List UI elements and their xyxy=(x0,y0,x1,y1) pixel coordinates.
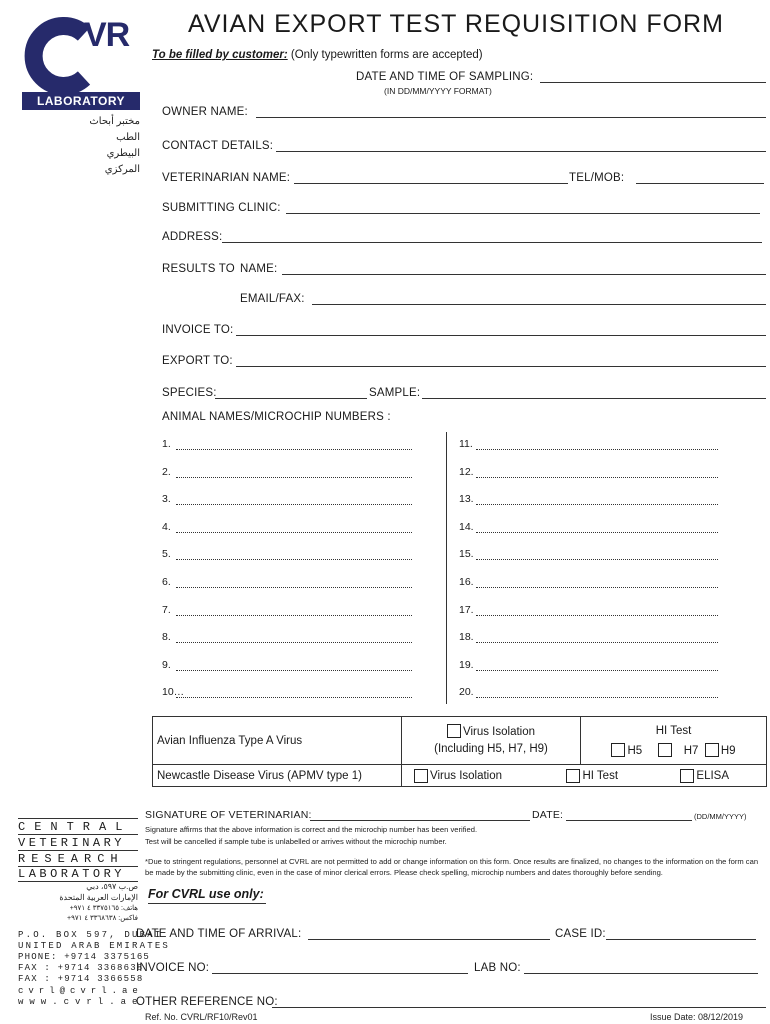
nd-elisa-label: ELISA xyxy=(696,769,730,782)
address-label: ADDRESS: xyxy=(162,231,223,243)
animal-entry-field[interactable] xyxy=(476,697,718,698)
animal-number-label: 12. xyxy=(459,466,474,478)
ai-label: Avian Influenza Type A Virus xyxy=(153,717,402,765)
org-word: LABORATORY xyxy=(18,867,126,881)
affirm-text-1: Signature affirms that the above information is correct and the microchip number has been verified. xyxy=(145,825,478,834)
other-ref-field[interactable] xyxy=(272,1007,766,1008)
form-subtitle xyxy=(152,49,483,61)
date-sampling-field[interactable] xyxy=(540,82,766,83)
animal-entry-field[interactable] xyxy=(176,504,412,505)
species-field[interactable] xyxy=(215,398,367,399)
animal-entry-field[interactable] xyxy=(476,642,718,643)
submitting-clinic-field[interactable] xyxy=(286,213,760,214)
animal-entry-field[interactable] xyxy=(176,587,412,588)
signature-date-hint: (DD/MM/YYYY) xyxy=(694,812,747,821)
regulation-note: *Due to stringent regulations, personnel at CVRL are not permitted to add or change information on this form. Once results are finalized, no changes to the information on the form can be made by the submitting clinic, even in the case of minor clerical errors. Please check spelling, microchip numbers and dates thoroughly before sending. xyxy=(145,857,759,877)
vet-name-label: VETERINARIAN NAME: xyxy=(162,172,291,184)
logo-arabic-line: مختبر أبحاث xyxy=(89,116,140,127)
contact-details-label: CONTACT DETAILS: xyxy=(162,140,274,152)
affirm-text-2: Test will be cancelled if sample tube is unlabelled or arrives without the microchip number. xyxy=(145,837,447,846)
ref-no: Ref. No. CVRL/RF10/Rev01 xyxy=(145,1012,258,1022)
tel-mob-field[interactable] xyxy=(636,183,764,184)
animal-number-label: 13. xyxy=(459,493,474,505)
org-fax: FAX : +9714 3368638 xyxy=(18,963,144,973)
animal-number-label: 4. xyxy=(162,521,171,533)
tests-table xyxy=(152,716,767,787)
animal-entry-field[interactable] xyxy=(476,559,718,560)
animal-number-label: 8. xyxy=(162,631,171,643)
lab-no-field[interactable] xyxy=(524,973,758,974)
nd-options-cell xyxy=(402,765,767,787)
logo-arabic-line: المركزي xyxy=(104,164,140,175)
sample-label: SAMPLE: xyxy=(369,387,421,399)
org-address: UNITED ARAB EMIRATES xyxy=(18,941,171,951)
other-ref-label: OTHER REFERENCE NO: xyxy=(136,996,278,1008)
animal-number-label: 20. xyxy=(459,686,474,698)
logo-arabic-line: الطب xyxy=(116,132,140,143)
h9-label: H9 xyxy=(720,744,736,757)
animal-number-label: 10… xyxy=(162,686,185,698)
cvrl-use-underline xyxy=(148,903,266,904)
animal-entry-field[interactable] xyxy=(476,587,718,588)
org-rule xyxy=(18,834,138,835)
email-fax-field[interactable] xyxy=(312,304,766,305)
invoice-to-field[interactable] xyxy=(236,335,766,336)
subtitle-bold: To be filled by customer: xyxy=(152,49,288,61)
animal-number-label: 18. xyxy=(459,631,474,643)
results-to-label: RESULTS TO xyxy=(162,263,235,275)
owner-name-field[interactable] xyxy=(256,117,766,118)
animal-number-label: 3. xyxy=(162,493,171,505)
animal-entry-field[interactable] xyxy=(176,532,412,533)
logo-vr-text: VR xyxy=(84,16,130,54)
org-email: cvrl@cvrl.ae xyxy=(18,986,143,996)
animal-entry-field[interactable] xyxy=(176,559,412,560)
table-row xyxy=(153,717,767,765)
tel-mob-label: TEL/MOB: xyxy=(569,172,625,184)
animal-number-label: 5. xyxy=(162,548,171,560)
nd-label: Newcastle Disease Virus (APMV type 1) xyxy=(153,765,402,787)
animal-number-label: 16. xyxy=(459,576,474,588)
sample-field[interactable] xyxy=(422,398,766,399)
email-fax-label: EMAIL/FAX: xyxy=(240,293,305,305)
ai-hi-test-cell xyxy=(581,717,767,765)
ai-virus-isolation-cell xyxy=(402,717,581,765)
h5-checkbox[interactable] xyxy=(611,743,625,757)
animal-entry-field[interactable] xyxy=(476,449,718,450)
animal-entry-field[interactable] xyxy=(176,477,412,478)
org-word: RESEARCH xyxy=(18,852,124,866)
ai-including-label: (Including H5, H7, H9) xyxy=(434,742,548,755)
signature-label: SIGNATURE OF VETERINARIAN: xyxy=(145,809,312,821)
animal-number-label: 7. xyxy=(162,604,171,616)
ai-virus-isolation-checkbox[interactable] xyxy=(447,724,461,738)
org-address: P.O. BOX 597, DUBAI xyxy=(18,930,163,940)
results-name-label: NAME: xyxy=(240,263,278,275)
cvrl-use-heading: For CVRL use only: xyxy=(148,887,264,901)
arrival-label: DATE AND TIME OF ARRIVAL: xyxy=(136,928,302,940)
nd-hi-test-label: HI Test xyxy=(582,769,619,782)
org-phone: PHONE: +9714 3375165 xyxy=(18,952,151,962)
subtitle-rest: (Only typewritten forms are accepted) xyxy=(287,49,483,61)
animal-list-divider xyxy=(446,432,447,704)
animal-number-label: 14. xyxy=(459,521,474,533)
h7-checkbox[interactable] xyxy=(658,743,672,757)
org-word: VETERINARY xyxy=(18,836,126,850)
org-rule xyxy=(18,850,138,851)
nd-virus-isolation-checkbox[interactable] xyxy=(414,769,428,783)
animal-number-label: 9. xyxy=(162,659,171,671)
export-to-field[interactable] xyxy=(236,366,766,367)
h9-checkbox[interactable] xyxy=(705,743,719,757)
date-format-hint: (IN DD/MM/YYYY FORMAT) xyxy=(384,86,492,96)
animal-number-label: 2. xyxy=(162,466,171,478)
address-field[interactable] xyxy=(222,242,762,243)
form-title: AVIAN EXPORT TEST REQUISITION FORM xyxy=(188,10,724,38)
animal-number-label: 6. xyxy=(162,576,171,588)
owner-name-label: OWNER NAME: xyxy=(162,106,248,118)
case-id-field[interactable] xyxy=(606,939,756,940)
case-id-label: CASE ID: xyxy=(555,928,606,940)
export-to-label: EXPORT TO: xyxy=(162,355,233,367)
ai-hi-test-label: HI Test xyxy=(655,724,692,737)
arrival-field[interactable] xyxy=(308,939,550,940)
animal-number-label: 1. xyxy=(162,438,171,450)
date-sampling-label: DATE AND TIME OF SAMPLING: xyxy=(356,71,534,83)
signature-date-field[interactable] xyxy=(566,820,692,821)
nd-virus-isolation-label: Virus Isolation xyxy=(430,769,503,782)
animal-entry-field[interactable] xyxy=(476,670,718,671)
invoice-to-label: INVOICE TO: xyxy=(162,324,234,336)
ai-virus-isolation-label: Virus Isolation xyxy=(462,725,536,738)
org-rule xyxy=(18,818,138,819)
contact-details-field[interactable] xyxy=(276,151,766,152)
animal-number-label: 19. xyxy=(459,659,474,671)
vet-name-field[interactable] xyxy=(294,183,568,184)
species-label: SPECIES: xyxy=(162,387,217,399)
table-row xyxy=(153,765,767,787)
animal-entry-field[interactable] xyxy=(476,504,718,505)
signature-field[interactable] xyxy=(310,820,530,821)
org-arabic: هاتف: ٣٣٧٥١٦٥ ٤ ٩٧١+ xyxy=(69,905,138,912)
org-fax: FAX : +9714 3366558 xyxy=(18,974,144,984)
h5-label: H5 xyxy=(627,744,643,757)
results-name-field[interactable] xyxy=(282,274,766,275)
invoice-no-field[interactable] xyxy=(212,973,468,974)
animal-entry-field[interactable] xyxy=(476,532,718,533)
animal-entry-field[interactable] xyxy=(476,477,718,478)
invoice-no-label: INVOICE NO: xyxy=(136,962,210,974)
animal-names-label: ANIMAL NAMES/MICROCHIP NUMBERS : xyxy=(162,411,391,423)
lab-no-label: LAB NO: xyxy=(474,962,521,974)
animal-number-label: 17. xyxy=(459,604,474,616)
issue-date: Issue Date: 08/12/2019 xyxy=(650,1012,744,1022)
animal-entry-field[interactable] xyxy=(176,670,412,671)
org-arabic: فاكس: ٣٣٦٨٦٣٨ ٤ ٩٧١+ xyxy=(66,915,138,922)
animal-entry-field[interactable] xyxy=(176,697,412,698)
logo-arabic-line: البيطري xyxy=(106,148,140,159)
org-arabic: الإمارات العربية المتحدة xyxy=(59,893,138,902)
h7-label: H7 xyxy=(683,744,699,757)
org-website: www.cvrl.ae xyxy=(18,997,144,1007)
org-word: CENTRAL xyxy=(18,820,132,834)
animal-number-label: 11. xyxy=(459,438,473,450)
animal-number-label: 15. xyxy=(459,548,474,560)
animal-entry-field[interactable] xyxy=(176,615,412,616)
nd-elisa-checkbox[interactable] xyxy=(680,769,694,783)
animal-entry-field[interactable] xyxy=(476,615,718,616)
logo-laboratory-badge: LABORATORY xyxy=(22,92,140,110)
signature-date-label: DATE: xyxy=(532,809,564,821)
animal-entry-field[interactable] xyxy=(176,642,412,643)
org-arabic: ص.ب ٥٩٧، دبي xyxy=(86,882,138,891)
nd-hi-test-checkbox[interactable] xyxy=(566,769,580,783)
submitting-clinic-label: SUBMITTING CLINIC: xyxy=(162,202,281,214)
animal-entry-field[interactable] xyxy=(176,449,412,450)
